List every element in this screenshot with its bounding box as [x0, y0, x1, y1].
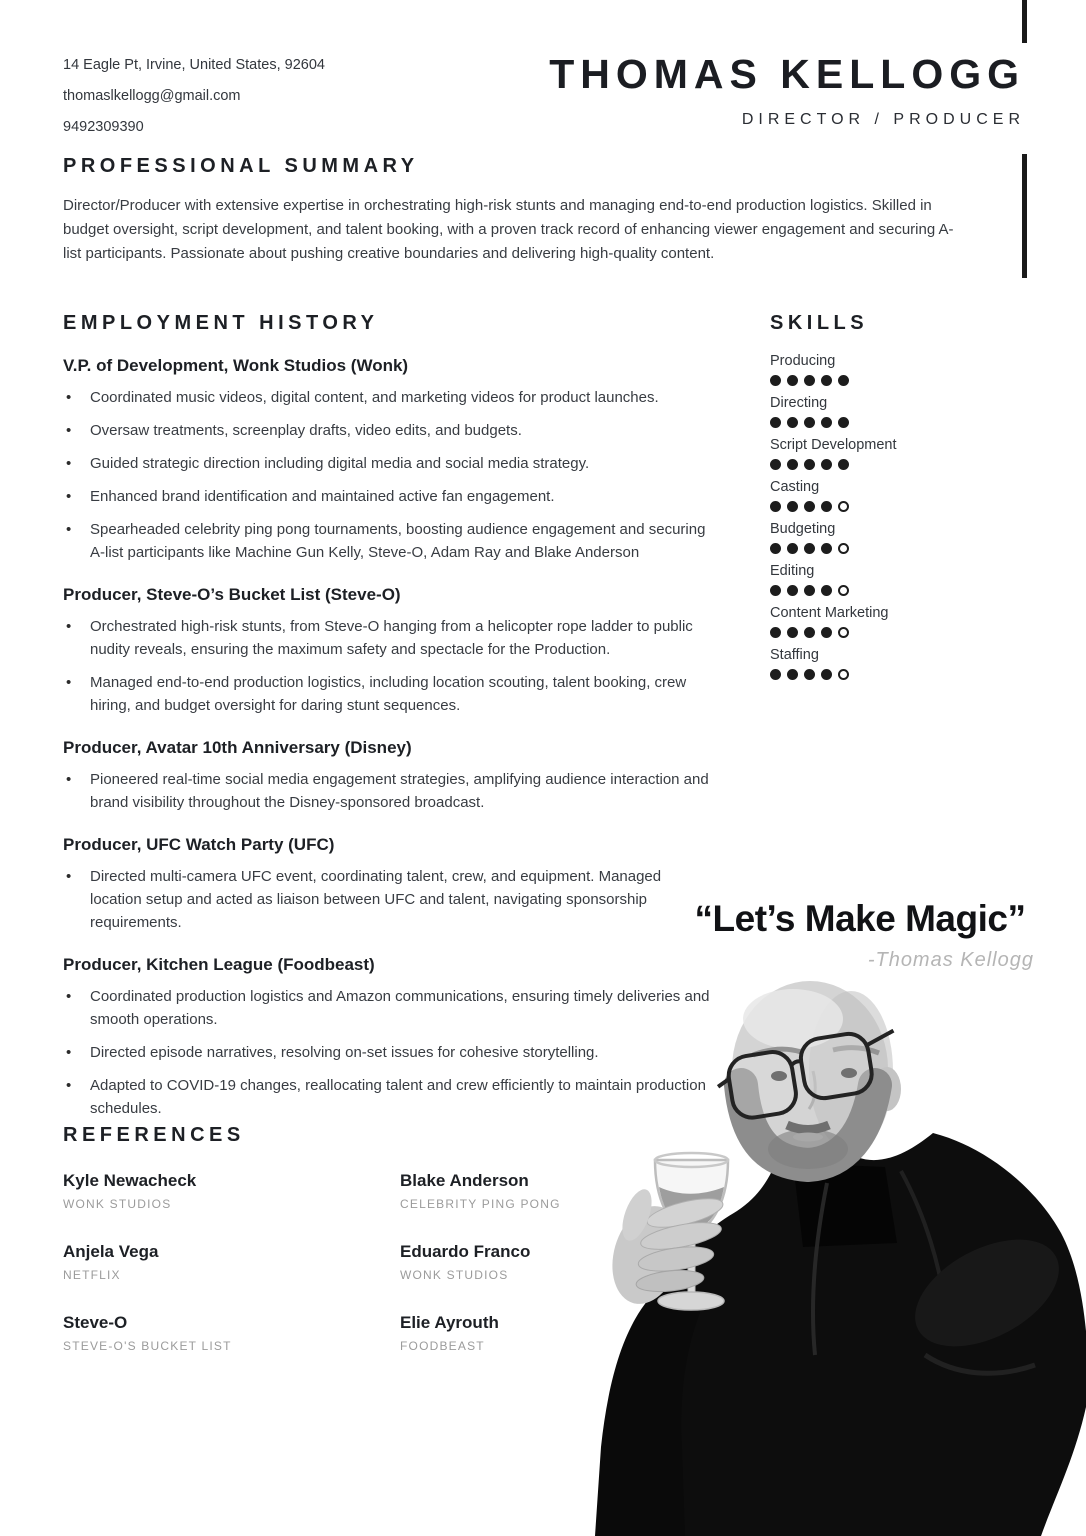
skill-dot-filled [804, 627, 815, 638]
skill-item [770, 479, 1050, 512]
skill-item [770, 353, 1050, 386]
job-title: Producer, Avatar 10th Anniversary (Disney) [63, 738, 412, 757]
job-entry [63, 738, 713, 814]
skill-dot-filled [770, 627, 781, 638]
skill-dot-filled [804, 501, 815, 512]
job-entry [63, 585, 713, 717]
skill-dot-filled [787, 501, 798, 512]
quote-text: “Let’s Make Magic” [694, 898, 1026, 939]
skill-name: Staffing [770, 647, 819, 663]
skill-item [770, 647, 1050, 680]
contact-email: thomaslkellogg@gmail.com [63, 88, 241, 104]
portrait-photo-illustration [595, 975, 1086, 1536]
skill-item [770, 395, 1050, 428]
references-section [63, 1124, 623, 1353]
skill-dot-filled [787, 375, 798, 386]
reference-entry [63, 1242, 400, 1282]
skill-dot-filled [838, 459, 849, 470]
contact-address: 14 Eagle Pt, Irvine, United States, 92604 [63, 57, 325, 73]
skill-dot-filled [787, 459, 798, 470]
skill-dot-filled [770, 669, 781, 680]
job-entry [63, 835, 713, 934]
skill-dot-filled [787, 669, 798, 680]
skill-dot-filled [804, 669, 815, 680]
reference-name: Steve-O [63, 1313, 128, 1332]
skill-name: Budgeting [770, 521, 836, 537]
skill-dot-filled [804, 543, 815, 554]
skill-dot-filled [770, 543, 781, 554]
reference-name: Blake Anderson [400, 1171, 529, 1190]
skills-list [770, 353, 1050, 680]
job-bullet: • Directed episode narratives, resolving on-set issues for cohesive storytelling. [63, 1041, 713, 1064]
skill-rating [770, 627, 1050, 638]
skill-rating [770, 375, 1050, 386]
skill-rating [770, 669, 1050, 680]
job-bullet: • Enhanced brand identification and maintained active fan engagement. [63, 485, 713, 508]
reference-entry [400, 1313, 623, 1353]
reference-name: Kyle Newacheck [63, 1171, 197, 1190]
references-grid [63, 1171, 623, 1353]
skill-dot-empty [838, 669, 849, 680]
skill-name: Editing [770, 563, 815, 579]
quote-attribution: -Thomas Kellogg [867, 949, 1034, 971]
skill-dot-filled [770, 417, 781, 428]
job-bullet: • Orchestrated high-risk stunts, from Steve-O hanging from a helicopter rope ladder to public nudity reveals, ensuring the maximum safety and spectacle for the Production. [63, 615, 713, 661]
skill-dot-filled [821, 417, 832, 428]
skill-dot-filled [787, 543, 798, 554]
skill-rating [770, 417, 1050, 428]
skill-dot-filled [804, 375, 815, 386]
skill-dot-empty [838, 543, 849, 554]
skill-dot-filled [787, 585, 798, 596]
reference-entry [400, 1171, 623, 1211]
reference-company: WONK STUDIOS [63, 1197, 172, 1211]
top-right-rule [1022, 0, 1027, 43]
job-entry [63, 356, 713, 564]
job-bullets [63, 615, 713, 717]
job-bullet: • Oversaw treatments, screenplay drafts, video edits, and budgets. [63, 419, 713, 442]
employment-heading: EMPLOYMENT HISTORY [63, 312, 379, 334]
contact-phone: 9492309390 [63, 119, 144, 135]
reference-company: CELEBRITY PING PONG [400, 1197, 561, 1211]
job-bullet: • Coordinated production logistics and Amazon communications, ensuring timely deliveries and smooth operations. [63, 985, 713, 1031]
job-bullet: • Adapted to COVID-19 changes, reallocating talent and crew efficiently to maintain production schedules. [63, 1074, 713, 1120]
job-bullet: • Managed end-to-end production logistics, including location scouting, talent booking, crew hiring, and budget oversight for daring stunt sequences. [63, 671, 713, 717]
skill-rating [770, 459, 1050, 470]
skill-name: Directing [770, 395, 828, 411]
skill-dot-filled [821, 627, 832, 638]
skill-dot-filled [770, 459, 781, 470]
skill-dot-empty [838, 627, 849, 638]
skill-name: Script Development [770, 437, 897, 453]
skill-dot-filled [838, 375, 849, 386]
skill-dot-filled [821, 669, 832, 680]
skills-heading: SKILLS [770, 312, 869, 334]
skill-rating [770, 543, 1050, 554]
job-bullets [63, 768, 713, 814]
quote-block [680, 898, 1040, 972]
skills-section [770, 312, 1050, 689]
skill-dot-filled [770, 375, 781, 386]
job-title: Producer, Steve-O’s Bucket List (Steve-O) [63, 585, 401, 604]
skill-item [770, 521, 1050, 554]
header-right-rule [1022, 154, 1027, 278]
job-title: Producer, Kitchen League (Foodbeast) [63, 955, 375, 974]
skill-name: Content Marketing [770, 605, 889, 621]
summary-text: Director/Producer with extensive expertise in orchestrating high-risk stunts and managing end-to-end production logistics. Skilled in budget oversight, script development, and talent booking, with a proven track record of enhancing viewer engagement and securing A-list participants. Passionate about pushing creative boundaries and delivering high-quality content. [63, 197, 954, 262]
skill-dot-filled [821, 543, 832, 554]
skill-name: Producing [770, 353, 836, 369]
skill-dot-filled [787, 627, 798, 638]
job-bullet: • Directed multi-camera UFC event, coordinating talent, crew, and equipment. Managed location setup and acted as liaison between UFC and talent, navigating sponsorship requirements. [63, 865, 713, 934]
skill-dot-empty [838, 585, 849, 596]
skill-dot-filled [821, 585, 832, 596]
skill-dot-empty [838, 501, 849, 512]
reference-company: NETFLIX [63, 1268, 121, 1282]
reference-company: FOODBEAST [400, 1339, 485, 1353]
skill-dot-filled [821, 375, 832, 386]
job-title: Producer, UFC Watch Party (UFC) [63, 835, 335, 854]
job-bullet: • Coordinated music videos, digital content, and marketing videos for product launches. [63, 386, 713, 409]
skill-dot-filled [821, 501, 832, 512]
job-bullet: • Guided strategic direction including digital media and social media strategy. [63, 452, 713, 475]
skill-dot-filled [838, 417, 849, 428]
job-bullet: • Spearheaded celebrity ping pong tournaments, boosting audience engagement and securing A-list participants like Machine Gun Kelly, Steve-O, Adam Ray and Blake Anderson [63, 518, 713, 564]
references-heading: REFERENCES [63, 1124, 245, 1146]
header-block [549, 52, 1025, 129]
summary-heading: PROFESSIONAL SUMMARY [63, 155, 419, 177]
skill-item [770, 437, 1050, 470]
skill-item [770, 605, 1050, 638]
skill-dot-filled [787, 417, 798, 428]
candidate-title: DIRECTOR / PRODUCER [741, 111, 1025, 128]
job-title: V.P. of Development, Wonk Studios (Wonk) [63, 356, 409, 375]
job-bullets [63, 386, 713, 564]
reference-entry [400, 1242, 623, 1282]
summary-section [63, 155, 955, 266]
reference-name: Anjela Vega [63, 1242, 159, 1261]
skill-dot-filled [804, 417, 815, 428]
portrait-photo [595, 975, 1086, 1536]
contact-block [63, 50, 325, 143]
skill-rating [770, 501, 1050, 512]
skill-dot-filled [821, 459, 832, 470]
reference-entry [63, 1171, 400, 1211]
job-bullet: • Pioneered real-time social media engagement strategies, amplifying audience interaction and brand visibility throughout the Disney-sponsored broadcast. [63, 768, 713, 814]
reference-company: STEVE-O'S BUCKET LIST [63, 1339, 232, 1353]
reference-name: Eduardo Franco [400, 1242, 531, 1261]
skill-dot-filled [804, 585, 815, 596]
skill-name: Casting [770, 479, 820, 495]
skill-item [770, 563, 1050, 596]
skill-dot-filled [770, 501, 781, 512]
skill-rating [770, 585, 1050, 596]
reference-company: WONK STUDIOS [400, 1268, 509, 1282]
reference-name: Elie Ayrouth [400, 1313, 499, 1332]
reference-entry [63, 1313, 400, 1353]
skill-dot-filled [804, 459, 815, 470]
job-bullets [63, 865, 713, 934]
candidate-name: THOMAS KELLOGG [549, 51, 1025, 97]
skill-dot-filled [770, 585, 781, 596]
